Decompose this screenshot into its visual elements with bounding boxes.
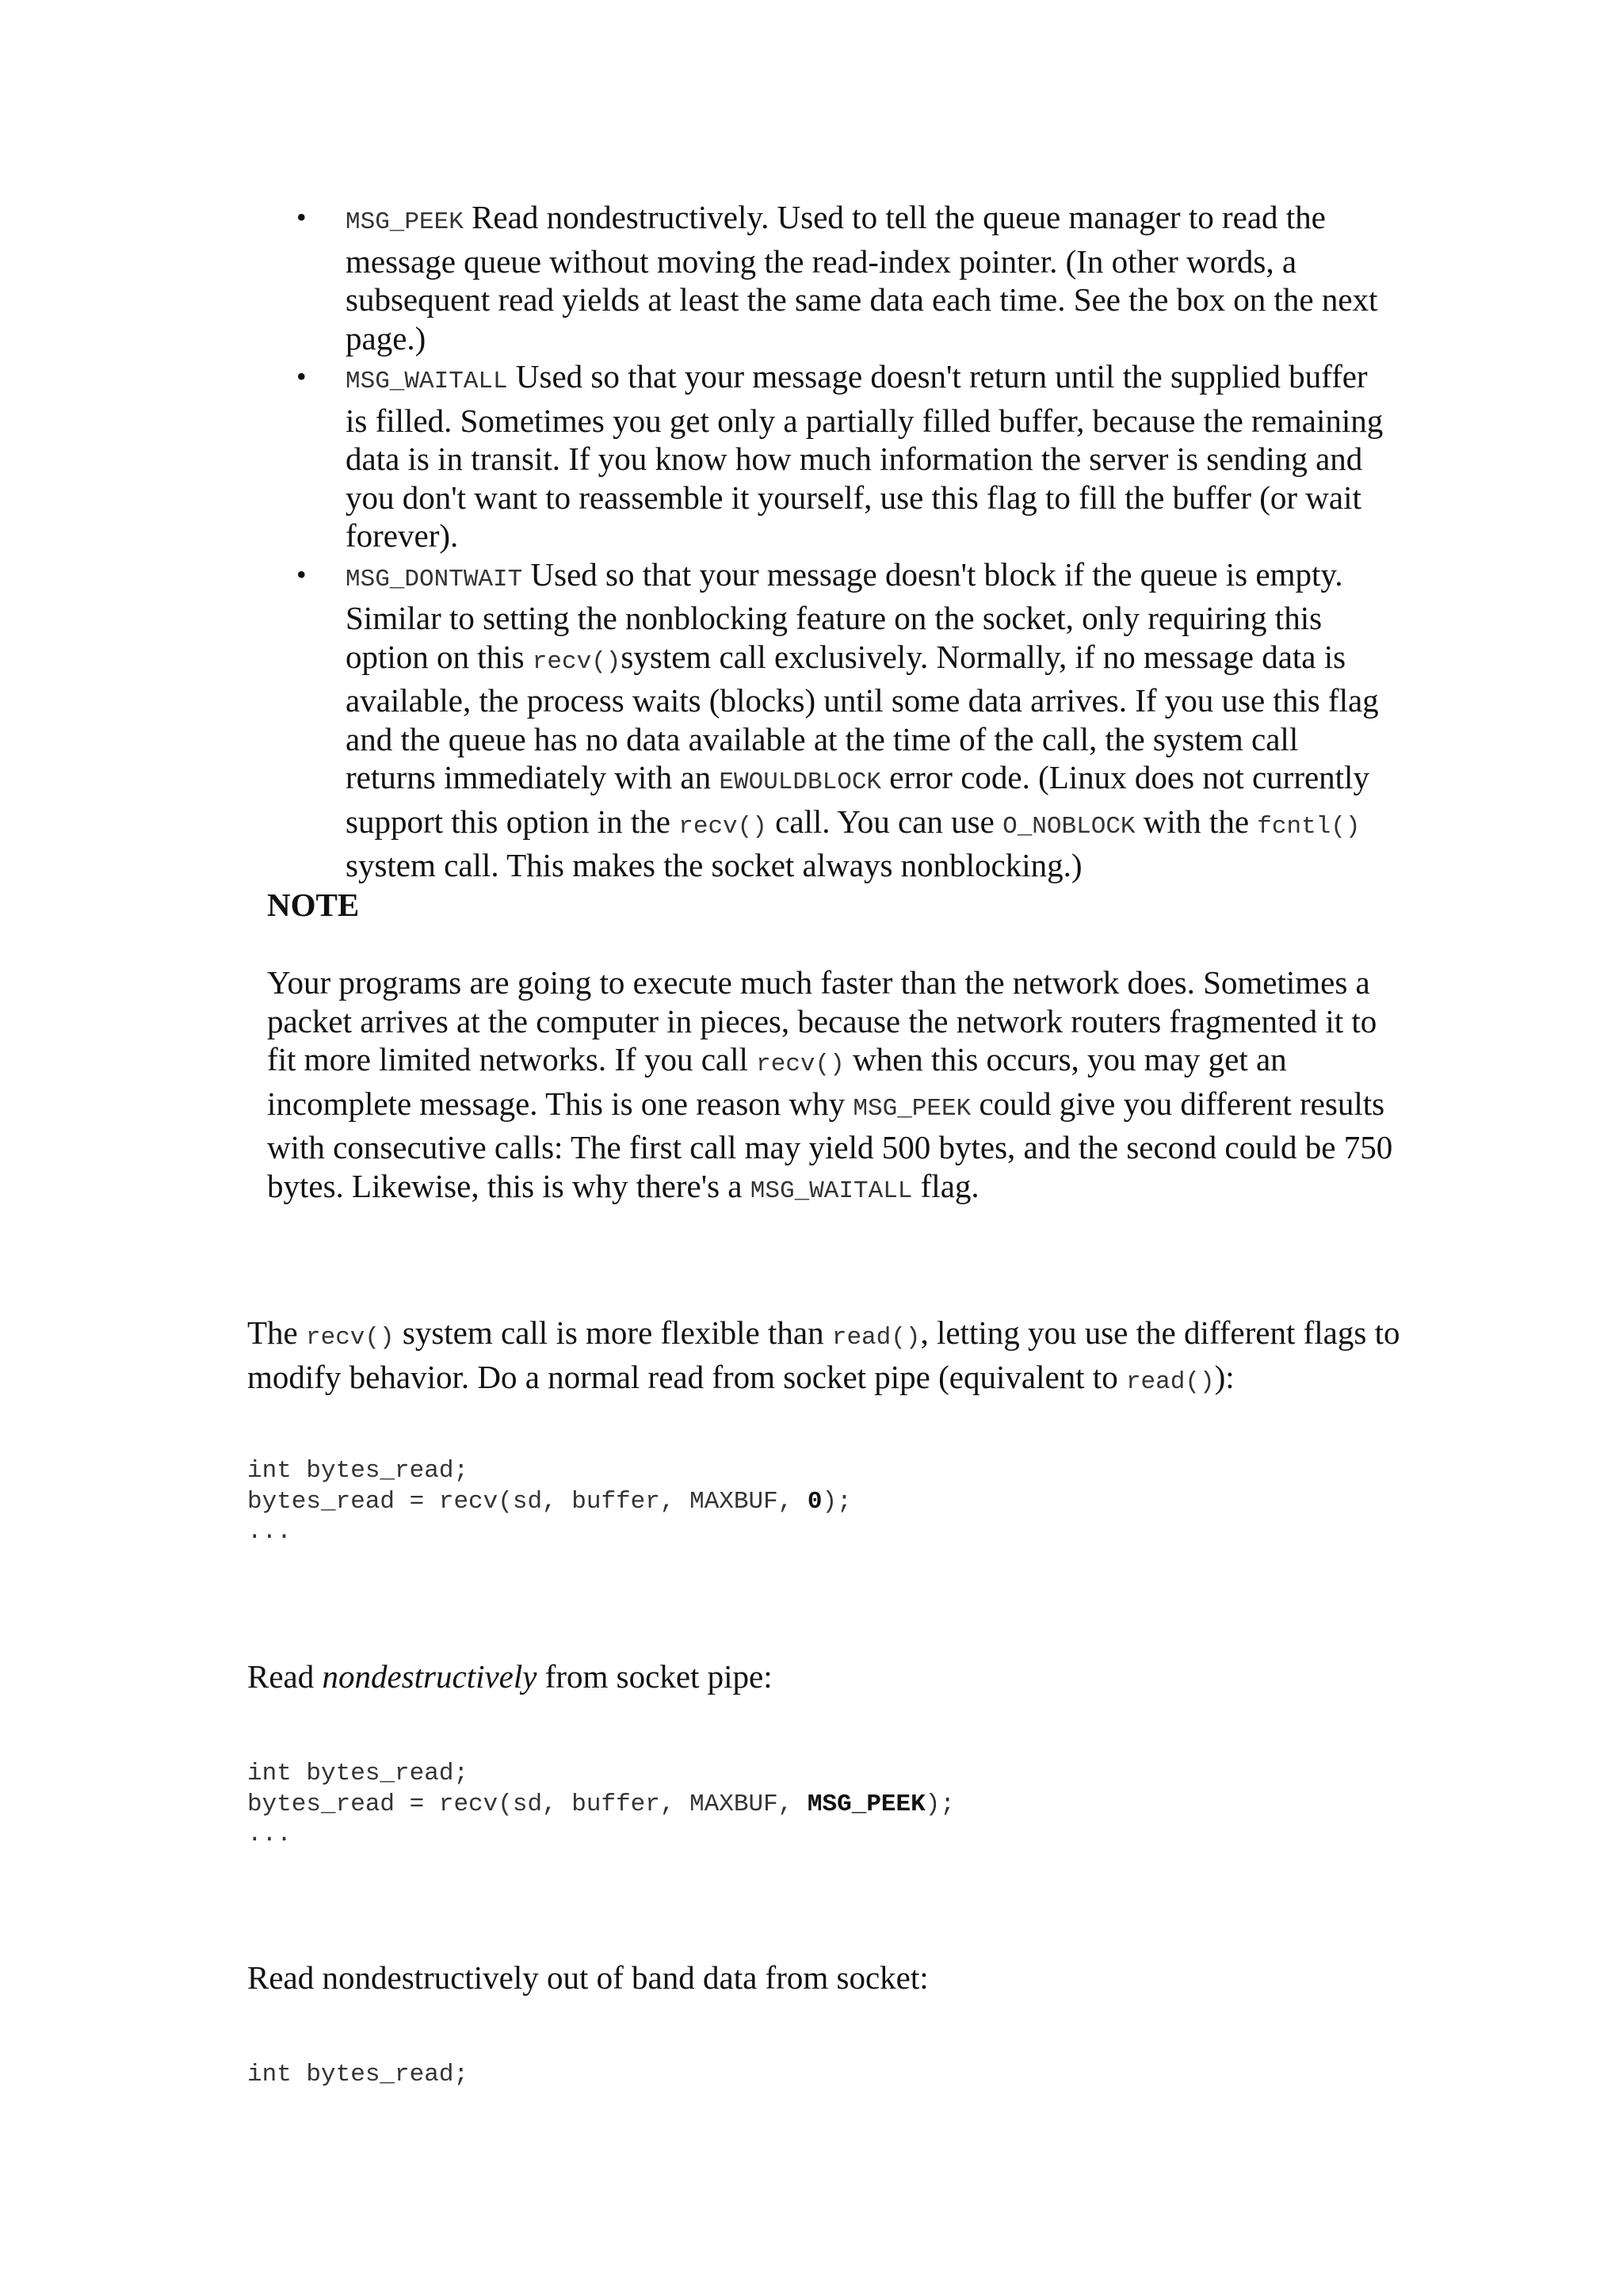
list-item-msg-peek <box>296 198 1392 357</box>
code-text: ); <box>822 1487 852 1516</box>
code-line: int bytes_read; <box>247 2061 469 2088</box>
flag-description: Read nondestructively. Used to tell the queue manager to read the message queue without moving the read-index pointer. (In other words, a subsequent read yields at least the same data each time. See the box on the next page.) <box>346 199 1378 357</box>
inline-code: recv() <box>678 812 767 841</box>
code-text: ); <box>925 1790 955 1818</box>
bullet-icon: • <box>296 360 307 392</box>
inline-code: MSG_WAITALL <box>750 1177 913 1205</box>
flag-description: error code. (Linux does not currently support this option in the <box>346 759 1369 840</box>
flag-description: with the <box>1135 803 1258 840</box>
code-text: bytes_read = recv(sd, buffer, MAXBUF, <box>247 1487 808 1516</box>
flag-description: system call exclusively. Normally, if no message data is available, the process waits (blocks) until some data arrives. If you use this flag and the queue has no data available at the time of the call, the system call returns immediately with an <box>346 638 1379 795</box>
body-text: from socket pipe: <box>537 1658 773 1695</box>
flag-description: system call. This makes the socket always nonblocking.) <box>346 847 1083 883</box>
inline-code: EWOULDBLOCK <box>719 769 882 796</box>
list-item-msg-waitall <box>296 357 1392 555</box>
code-bold-text: 0 <box>807 1487 823 1516</box>
body-text: ): <box>1214 1358 1235 1395</box>
note-text: when this occurs, you may get an incomplete message. This is one reason why <box>267 1041 1287 1122</box>
note-heading: NOTE <box>267 887 360 923</box>
note-text: could give you different results with consecutive calls: The first call may yield 500 bytes, and the second could be 750 bytes. Likewise, this is why there's a <box>267 1085 1393 1204</box>
peek-paragraph <box>247 1657 1404 1696</box>
inline-code: recv() <box>756 1051 845 1078</box>
flag-description: Used so that your message doesn't return until the supplied buffer is filled. Sometimes you get only a partially filled buffer, because the remaining data is in transit. If you know how much information the server is sending and you don't want to reassemble it yourself, use this flag to fill the buffer (or wait forever). <box>346 358 1384 554</box>
flag-list <box>296 198 1392 885</box>
code-line: ... <box>247 1518 292 1546</box>
inline-code: read() <box>1125 1367 1215 1396</box>
code-line: int bytes_read; <box>247 1760 469 1787</box>
body-text: , letting you use the different flags to modify behavior. Do a normal read from socket pipe (equivalent to <box>247 1314 1400 1395</box>
bullet-icon: • <box>296 558 307 590</box>
code-line <box>247 1487 852 1518</box>
intro-paragraph <box>247 1314 1404 1402</box>
body-text: The <box>247 1314 306 1351</box>
note-body <box>267 963 1408 1211</box>
inline-code: O_NOBLOCK <box>1002 812 1136 841</box>
list-item-msg-dontwait <box>296 555 1392 885</box>
inline-code: fcntl() <box>1257 812 1361 841</box>
flag-name: MSG_DONTWAIT <box>346 565 523 593</box>
flag-name: MSG_PEEK <box>346 208 464 236</box>
flag-description: Used so that your message doesn't block if the queue is empty. Similar to setting the nonblocking feature on the socket, only requiring this option on this <box>346 555 1343 675</box>
body-text: Read <box>247 1658 323 1695</box>
inline-code: MSG_PEEK <box>853 1094 972 1123</box>
inline-code: recv() <box>306 1324 395 1352</box>
inline-code: recv() <box>532 647 621 676</box>
code-line <box>247 1790 955 1821</box>
code-block-peek-read <box>247 1759 955 1851</box>
code-line: ... <box>247 1821 292 1848</box>
code-block-normal-read <box>247 1456 852 1548</box>
body-text: system call is more flexible than <box>394 1314 832 1351</box>
note-text: Your programs are going to execute much faster than the network does. Sometimes a packet arrives at the computer in pieces, because the network routers fragmented it to fit more limited networks. If you call <box>267 964 1377 1077</box>
code-block-oob-read <box>247 2060 468 2091</box>
note-text: flag. <box>912 1167 980 1204</box>
code-line: int bytes_read; <box>247 1457 469 1485</box>
flag-description: call. You can use <box>766 803 1003 840</box>
code-text: bytes_read = recv(sd, buffer, MAXBUF, <box>247 1790 808 1818</box>
flag-name: MSG_WAITALL <box>346 368 508 395</box>
inline-code: read() <box>831 1324 921 1352</box>
emphasis-text: nondestructively <box>322 1658 537 1695</box>
bullet-icon: • <box>296 201 307 233</box>
code-bold-text: MSG_PEEK <box>807 1790 926 1818</box>
oob-paragraph: Read nondestructively out of band data from socket: <box>247 1959 929 1996</box>
